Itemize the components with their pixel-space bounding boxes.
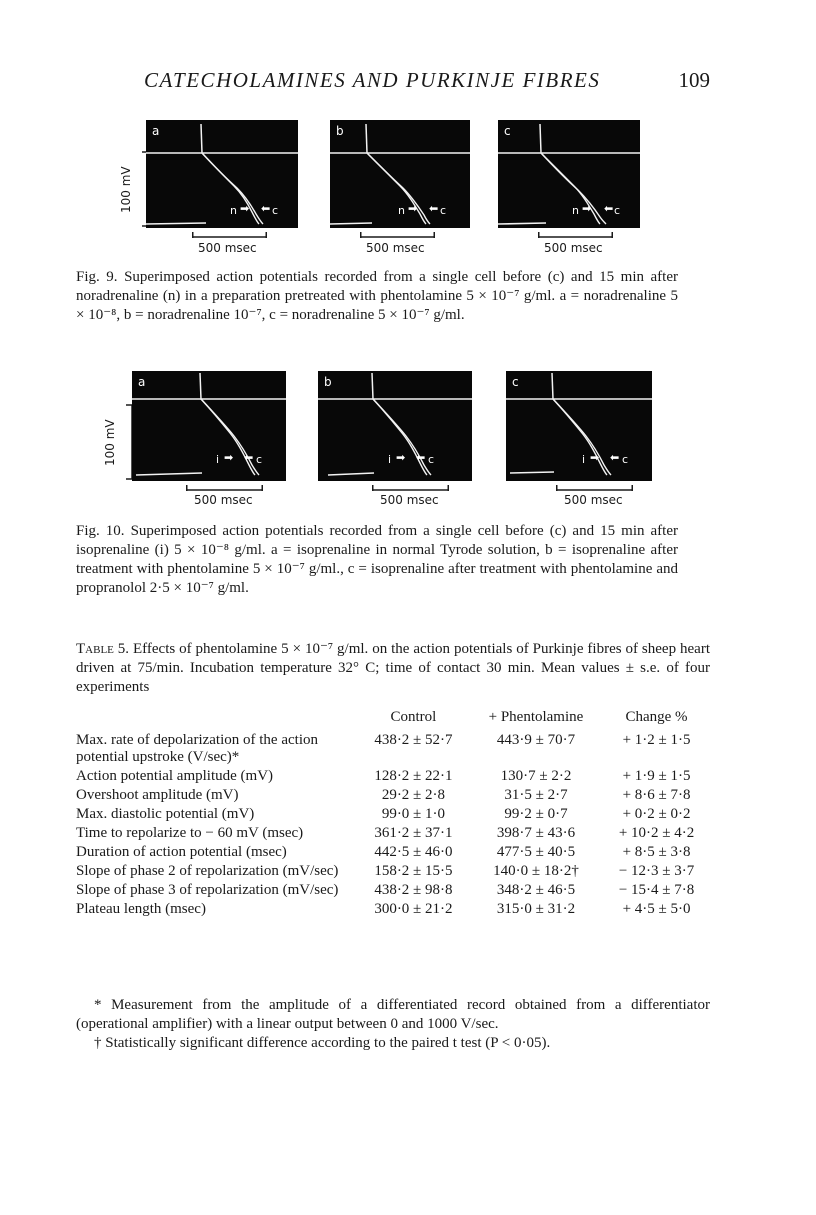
cell-control: 438·2 ± 98·8 — [374, 882, 453, 898]
fig9-panel-c-trace-n: n — [572, 204, 579, 217]
cell-change: + 1·2 ± 1·5 — [622, 732, 691, 748]
fig9-panel-a-arrow-c: ⬅ — [261, 202, 271, 215]
fig9-panel-b — [330, 120, 470, 228]
fig10-time-scale-label-b: 500 msec — [380, 493, 439, 507]
table5-header-phentolamine: + Phentolamine — [488, 709, 584, 725]
fig10-voltage-scale-label: 100 mV — [103, 419, 117, 466]
cell-change: − 15·4 ± 7·8 — [618, 882, 695, 898]
fig10-caption: Fig. 10. Superimposed action potentials recorded from a single cell before (c) and 15 min after isoprenaline (i) 5 × 10⁻⁸ g/ml. a = isoprenaline in normal Tyrode solution, b = isoprenaline after treatment with phentolamine 5 × 10⁻⁷ g/ml., c = isoprenaline after treatment with phentolamine and propranolol 2·5 × 10⁻⁷ g/ml. — [76, 523, 678, 596]
fig9-panel-c-arrow-c: ⬅ — [604, 202, 614, 215]
table-row — [76, 844, 710, 863]
fig10-time-scale-label-a: 500 msec — [194, 493, 253, 507]
fig10-panel-c-trace-c: c — [622, 453, 629, 466]
cell-control: 442·5 ± 46·0 — [374, 844, 453, 860]
fig10-time-scale-label-c: 500 msec — [564, 493, 623, 507]
fig9-panel-a-arrow-n: ➡ — [240, 202, 250, 215]
fig10-panel-b-label: b — [324, 375, 332, 389]
cell-phentolamine: 31·5 ± 2·7 — [504, 787, 568, 803]
row-label: Slope of phase 3 of repolarization (mV/sec) — [76, 882, 339, 898]
cell-control: 361·2 ± 37·1 — [374, 825, 453, 841]
table-row — [76, 882, 710, 901]
cell-phentolamine: 443·9 ± 70·7 — [496, 732, 576, 748]
cell-change: + 8·5 ± 3·8 — [622, 844, 691, 860]
fig9-panel-b-trace-c: c — [440, 204, 447, 217]
fig9-panel-a-trace-n: n — [230, 204, 237, 217]
fig9-panel-b-arrow-n: ➡ — [408, 202, 418, 215]
row-label: Max. diastolic potential (mV) — [76, 806, 255, 822]
row-label: Action potential amplitude (mV) — [76, 768, 274, 784]
table-row — [76, 768, 710, 787]
table-row — [76, 825, 710, 844]
fig10-panel-c-arrow-i: ➡ — [590, 451, 600, 464]
fig9-panel-b-arrow-c: ⬅ — [429, 202, 439, 215]
table5-label: Table 5. — [76, 641, 130, 657]
fig9-panel-c-trace-c: c — [614, 204, 621, 217]
fig9-voltage-scale-label: 100 mV — [119, 166, 133, 213]
row-label: Duration of action potential (msec) — [76, 844, 287, 860]
fig10-panel-b-arrow-c: ⬅ — [416, 451, 426, 464]
fig9-panel-c-label: c — [504, 124, 511, 138]
table5-header-row — [76, 706, 710, 732]
table-row — [76, 806, 710, 825]
table-row — [76, 732, 710, 768]
fig10-panel-b — [318, 371, 472, 481]
table-row — [76, 787, 710, 806]
fig9-time-scale-label-c: 500 msec — [544, 241, 603, 255]
cell-control: 128·2 ± 22·1 — [374, 768, 453, 784]
fig10-panel-b-trace-i: i — [388, 453, 392, 466]
fig10-panel-b-trace-c: c — [428, 453, 435, 466]
table-row — [76, 863, 710, 882]
cell-control: 158·2 ± 15·5 — [374, 863, 453, 879]
row-label: Slope of phase 2 of repolarization (mV/sec) — [76, 863, 339, 879]
table5-caption-block — [76, 640, 710, 697]
footnote-dagger: † Statistically significant difference according to the paired t test (P < 0·05). — [94, 1035, 551, 1051]
fig9-panel-c-arrow-n: ➡ — [582, 202, 592, 215]
cell-change: + 0·2 ± 0·2 — [622, 806, 691, 822]
fig10-panel-c-label: c — [512, 375, 519, 389]
fig9-panel-a — [146, 120, 298, 228]
row-label: Max. rate of depolarization of the action potential upstroke (V/sec)* — [76, 732, 318, 765]
table5 — [76, 706, 710, 920]
row-label: Overshoot amplitude (mV) — [76, 787, 239, 803]
cell-control: 29·2 ± 2·8 — [381, 787, 446, 803]
cell-control: 438·2 ± 52·7 — [374, 732, 453, 748]
fig9-time-scale-label-a: 500 msec — [198, 241, 257, 255]
page-number: 109 — [678, 68, 710, 92]
fig9-panel-a-label: a — [152, 124, 160, 138]
fig10-panel-c — [506, 371, 652, 481]
cell-phentolamine: 348·2 ± 46·5 — [496, 882, 576, 898]
fig9-caption: Fig. 9. Superimposed action potentials recorded from a single cell before (c) and 15 min after noradrenaline (n) in a preparation pretreated with phentolamine 5 × 10⁻⁷ g/ml. a = noradrenaline 5 × 10⁻⁸, b = noradrenaline 10⁻⁷, c = noradrenaline 5 × 10⁻⁷ g/ml. — [76, 269, 678, 323]
fig9-panel-a-trace-c: c — [272, 204, 279, 217]
table-row — [76, 901, 710, 920]
fig10-panel-a-traces — [132, 371, 286, 481]
cell-phentolamine: 140·0 ± 18·2† — [493, 863, 579, 879]
fig10-panel-a-trace-i: i — [216, 453, 220, 466]
cell-change: + 10·2 ± 4·2 — [618, 825, 695, 841]
fig10-panel-a-arrow-i: ➡ — [224, 451, 234, 464]
fig10-panel-b-traces — [318, 371, 472, 481]
cell-control: 99·0 ± 1·0 — [381, 806, 446, 822]
fig9-time-scale-label-b: 500 msec — [366, 241, 425, 255]
table5-header-empty — [76, 706, 358, 732]
fig10-panel-a-label: a — [138, 375, 146, 389]
row-label: Time to repolarize to − 60 mV (msec) — [76, 825, 304, 841]
cell-phentolamine: 477·5 ± 40·5 — [496, 844, 576, 860]
fig10-panel-c-arrow-c: ⬅ — [610, 451, 620, 464]
fig10-panel-a-trace-c: c — [256, 453, 263, 466]
cell-change: + 4·5 ± 5·0 — [622, 901, 691, 917]
cell-phentolamine: 398·7 ± 43·6 — [496, 825, 576, 841]
cell-control: 300·0 ± 21·2 — [374, 901, 453, 917]
table5-header-control: Control — [390, 709, 437, 725]
fig9-panel-b-trace-n: n — [398, 204, 405, 217]
table5-header-change: Change % — [625, 709, 688, 725]
fig10-panel-c-trace-i: i — [582, 453, 586, 466]
fig10-panel-c-traces — [506, 371, 652, 481]
table5-caption: Effects of phentolamine 5 × 10⁻⁷ g/ml. on the action potentials of Purkinje fibres of sheep heart driven at 75/min. Incubation temperature 32° C; time of contact 30 min. Mean values ± s.e. of four experiments — [76, 641, 710, 695]
cell-change: + 8·6 ± 7·8 — [622, 787, 691, 803]
fig10-panel-b-arrow-i: ➡ — [396, 451, 406, 464]
running-title: CATECHOLAMINES AND PURKINJE FIBRES — [144, 68, 601, 92]
cell-change: − 12·3 ± 3·7 — [618, 863, 695, 879]
fig10-panel-a — [132, 371, 286, 481]
fig9-panel-b-label: b — [336, 124, 344, 138]
fig9-panel-c — [498, 120, 640, 228]
row-label: Plateau length (msec) — [76, 901, 206, 917]
fig10-panel-a-arrow-c: ⬅ — [244, 451, 254, 464]
cell-phentolamine: 99·2 ± 0·7 — [504, 806, 568, 822]
cell-phentolamine: 130·7 ± 2·2 — [500, 768, 572, 784]
cell-change: + 1·9 ± 1·5 — [622, 768, 691, 784]
page-header — [76, 68, 710, 98]
cell-phentolamine: 315·0 ± 31·2 — [496, 901, 576, 917]
footnote-asterisk: * Measurement from the amplitude of a differentiated record obtained from a differentiator (operational amplifier) with a linear output between 0 and 1000 V/sec. — [76, 997, 710, 1032]
